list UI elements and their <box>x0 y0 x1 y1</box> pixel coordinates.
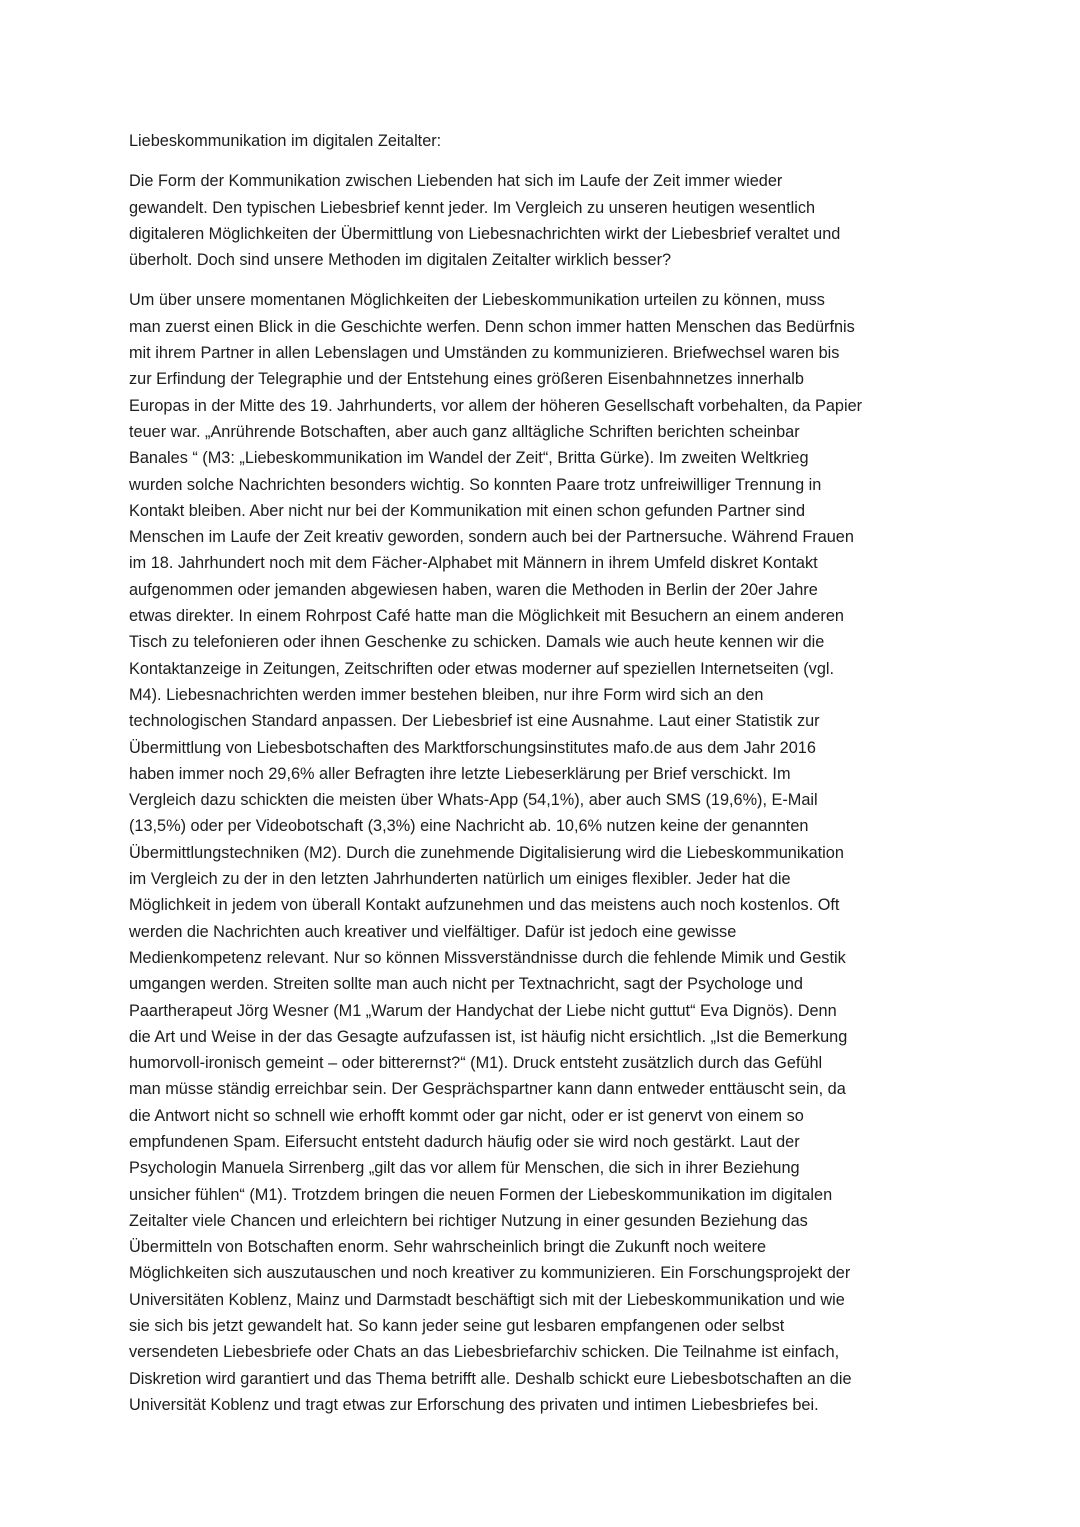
text-line: etwas direkter. In einem Rohrpost Café hatte man die Möglichkeit mit Besuchern an einem anderen <box>129 607 844 626</box>
text-line: Universitäten Koblenz, Mainz und Darmstadt beschäftigt sich mit der Liebeskommunikation und wie <box>129 1290 845 1309</box>
text-line: Europas in der Mitte des 19. Jahrhunderts, vor allem der höheren Gesellschaft vorbehalten, da Papier <box>129 396 863 415</box>
text-line: gewandelt. Den typischen Liebesbrief kennt jeder. Im Vergleich zu unseren heutigen wesentlich <box>129 198 816 217</box>
text-line: im 18. Jahrhundert noch mit dem Fächer-Alphabet mit Männern in ihrem Umfeld diskret Kontakt <box>129 554 818 573</box>
text-line: Übermitteln von Botschaften enorm. Sehr wahrscheinlich bringt die Zukunft noch weitere <box>129 1238 767 1257</box>
text-line: aufgenommen oder jemanden abgewiesen haben, waren die Methoden in Berlin der 20er Jahre <box>129 580 818 599</box>
text-line: (13,5%) oder per Videobotschaft (3,3%) eine Nachricht ab. 10,6% nutzen keine der genannten <box>129 817 809 836</box>
document-body <box>129 168 969 1418</box>
text-line: Tisch zu telefonieren oder ihnen Geschenke zu schicken. Damals wie auch heute kennen wir die <box>129 633 825 652</box>
text-line: Möglichkeiten sich auszutauschen und noch kreativer zu kommunizieren. Ein Forschungsprojekt der <box>129 1264 851 1283</box>
text-line: Übermittlung von Liebesbotschaften des Marktforschungsinstitutes mafo.de aus dem Jahr 2016 <box>129 738 816 757</box>
text-line: Banales “ (M3: „Liebeskommunikation im Wandel der Zeit“, Britta Gürke). Im zweiten Weltkrieg <box>129 449 809 468</box>
text-line: unsicher fühlen“ (M1). Trotzdem bringen die neuen Formen der Liebeskommunikation im digitalen <box>129 1185 833 1204</box>
text-line: überholt. Doch sind unsere Methoden im digitalen Zeitalter wirklich besser? <box>129 251 672 270</box>
paragraph-2 <box>129 287 969 1418</box>
text-line: Diskretion wird garantiert und das Thema betrifft alle. Deshalb schickt eure Liebesbotschaften an die <box>129 1369 852 1388</box>
text-line: Psychologin Manuela Sirrenberg „gilt das vor allem für Menschen, die sich in ihrer Beziehung <box>129 1159 800 1178</box>
text-line: M4). Liebesnachrichten werden immer bestehen bleiben, nur ihre Form wird sich an den <box>129 685 764 704</box>
text-line: die Art und Weise in der das Gesagte aufzufassen ist, ist häufig nicht ersichtlich. „Ist die Bemerkung <box>129 1027 848 1046</box>
text-line: teuer war. „Anrührende Botschaften, aber auch ganz alltägliche Schriften berichten scheinbar <box>129 422 800 441</box>
text-line: sie sich bis jetzt gewandelt hat. So kann jeder seine gut lesbaren empfangenen oder selbst <box>129 1317 785 1336</box>
text-line: digitaleren Möglichkeiten der Übermittlung von Liebesnachrichten wirkt der Liebesbrief veraltet und <box>129 224 841 243</box>
text-line: mit ihrem Partner in allen Lebenslagen und Umständen zu kommunizieren. Briefwechsel waren bis <box>129 344 840 363</box>
text-line: Die Form der Kommunikation zwischen Liebenden hat sich im Laufe der Zeit immer wieder <box>129 172 783 191</box>
text-line: werden die Nachrichten auch kreativer und vielfältiger. Dafür ist jedoch eine gewisse <box>129 922 737 941</box>
document-title: Liebeskommunikation im digitalen Zeitalter: <box>129 132 442 150</box>
text-line: zur Erfindung der Telegraphie und der Entstehung eines größeren Eisenbahnnetzes innerhalb <box>129 370 804 389</box>
text-line: Menschen im Laufe der Zeit kreativ geworden, sondern auch bei der Partnersuche. Während Frauen <box>129 528 854 547</box>
document-page <box>129 128 969 1432</box>
text-line: im Vergleich zu der in den letzten Jahrhunderten natürlich um einiges flexibler. Jeder hat die <box>129 870 791 889</box>
paragraph-1 <box>129 168 969 273</box>
text-line: humorvoll-ironisch gemeint – oder bitterernst?“ (M1). Druck entsteht zusätzlich durch das Gefühl <box>129 1054 823 1073</box>
text-line: wurden solche Nachrichten besonders wichtig. So konnten Paare trotz unfreiwilliger Trennung in <box>129 475 822 494</box>
text-line: Um über unsere momentanen Möglichkeiten der Liebeskommunikation urteilen zu können, muss <box>129 291 825 310</box>
text-line: Zeitalter viele Chancen und erleichtern bei richtiger Nutzung in einer gesunden Beziehung das <box>129 1211 808 1230</box>
text-line: man müsse ständig erreichbar sein. Der Gesprächspartner kann dann entweder enttäuscht sein, da <box>129 1080 846 1099</box>
text-line: Möglichkeit in jedem von überall Kontakt aufzunehmen und das meistens auch noch kostenlos. Oft <box>129 896 840 915</box>
text-line: empfundenen Spam. Eifersucht entsteht dadurch häufig oder sie wird noch gestärkt. Laut der <box>129 1132 800 1151</box>
text-line: Universität Koblenz und tragt etwas zur Erforschung des privaten und intimen Liebesbriefes bei. <box>129 1395 819 1414</box>
text-line: die Antwort nicht so schnell wie erhofft kommt oder gar nicht, oder er ist genervt von einem so <box>129 1106 804 1125</box>
text-line: Paartherapeut Jörg Wesner (M1 „Warum der Handychat der Liebe nicht guttut“ Eva Dignös). Denn <box>129 1001 837 1020</box>
text-line: technologischen Standard anpassen. Der Liebesbrief ist eine Ausnahme. Laut einer Statistik zur <box>129 712 820 731</box>
text-line: Vergleich dazu schickten die meisten über Whats-App (54,1%), aber auch SMS (19,6%), E-Mail <box>129 791 818 810</box>
text-line: Medienkompetenz relevant. Nur so können Missverständnisse durch die fehlende Mimik und Gestik <box>129 948 846 967</box>
text-line: Übermittlungstechniken (M2). Durch die zunehmende Digitalisierung wird die Liebeskommunikation <box>129 843 844 862</box>
text-line: man zuerst einen Blick in die Geschichte werfen. Denn schon immer hatten Menschen das Bedürfnis <box>129 317 855 336</box>
text-line: Kontakt bleiben. Aber nicht nur bei der Kommunikation mit einen schon gefunden Partner sind <box>129 501 806 520</box>
text-line: haben immer noch 29,6% aller Befragten ihre letzte Liebeserklärung per Brief verschickt. Im <box>129 764 791 783</box>
text-line: versendeten Liebesbriefe oder Chats an das Liebesbriefarchiv schicken. Die Teilnahme ist einfach, <box>129 1343 840 1362</box>
text-line: umgangen werden. Streiten sollte man auch nicht per Textnachricht, sagt der Psychologe und <box>129 975 803 994</box>
text-line: Kontaktanzeige in Zeitungen, Zeitschriften oder etwas moderner auf speziellen Internetseiten (vgl. <box>129 659 835 678</box>
